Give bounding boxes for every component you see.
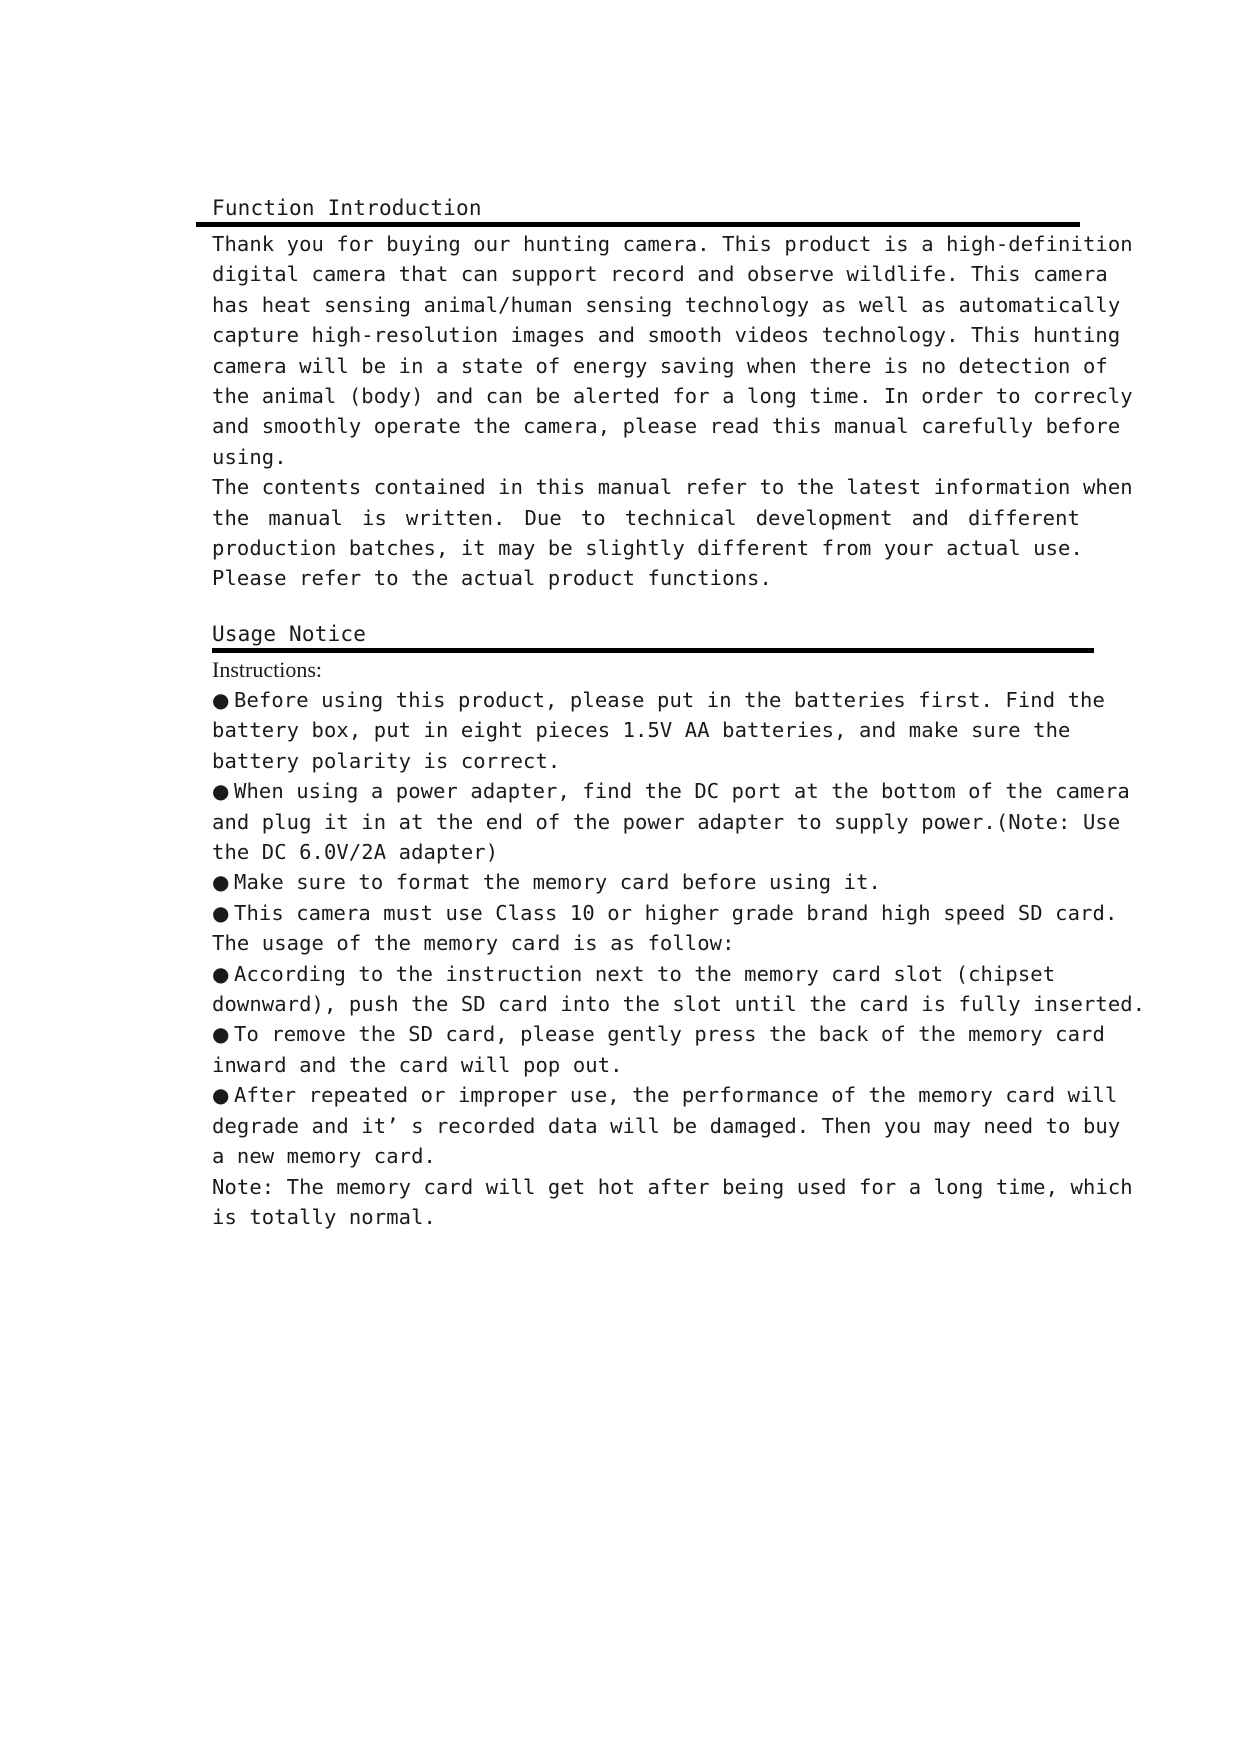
bullet-icon: ● xyxy=(212,961,230,986)
text-line xyxy=(212,807,1121,837)
text-line xyxy=(212,1050,1094,1080)
text-line xyxy=(212,1172,1133,1202)
function-introduction-body xyxy=(212,229,1133,594)
line-text: degrade and it’ s recorded data will be damaged. Then you may need to buy xyxy=(212,1113,1121,1138)
line-text: After repeated or improper use, the performance of the memory card will xyxy=(234,1083,1118,1108)
line-text: downward), push the SD card into the slot until the card is fully inserted. xyxy=(212,992,1146,1017)
word: the xyxy=(212,505,250,530)
text-line xyxy=(212,1111,1121,1141)
word: development xyxy=(755,505,893,530)
line-text: and plug it in at the end of the power adapter to supply power.(Note: Use xyxy=(212,809,1121,834)
text-line xyxy=(212,746,1094,776)
text-line: Please refer to the actual product functions. xyxy=(212,566,772,591)
line-text: battery polarity is correct. xyxy=(212,748,561,773)
bullet-icon: ● xyxy=(212,688,230,712)
function-introduction-section xyxy=(212,194,1133,594)
text-line xyxy=(212,1202,1094,1232)
line-text: According to the instruction next to the memory card slot (chipset xyxy=(234,961,1056,986)
line-text: When using a power adapter, find the DC port at the bottom of the camera xyxy=(234,779,1130,804)
text-line: camera will be in a state of energy saving when there is no detection of xyxy=(212,353,1108,378)
function-introduction-heading: Function Introduction xyxy=(212,196,482,220)
text-line xyxy=(212,715,1094,745)
line-text: a new memory card. xyxy=(212,1144,436,1169)
bullet-item xyxy=(212,685,1105,715)
line-text: Note: The memory card will get hot after being used for a long time, which xyxy=(212,1174,1133,1199)
word: manual xyxy=(268,505,343,530)
text-line: Thank you for buying our hunting camera. This product is a high-definition xyxy=(212,232,1133,256)
line-text: The usage of the memory card is as follow: xyxy=(212,931,735,956)
bullet-item xyxy=(212,776,1130,806)
bullet-item xyxy=(212,867,1094,897)
text-line xyxy=(212,989,1146,1019)
text-line xyxy=(212,837,1094,867)
usage-notice-section xyxy=(212,620,1146,1232)
bullet-item xyxy=(212,1080,1118,1110)
text-line xyxy=(212,1141,1094,1171)
line-text: battery box, put in eight pieces 1.5V AA batteries, and make sure the xyxy=(212,718,1071,743)
word: is xyxy=(362,505,387,530)
heading-underline xyxy=(212,648,1094,653)
line-text: To remove the SD card, please gently press the back of the memory card xyxy=(234,1022,1105,1047)
text-line: The contents contained in this manual refer to the latest information when xyxy=(212,475,1133,500)
instructions-title: Instructions: xyxy=(212,657,322,682)
text-line: capture high-resolution images and smooth videos technology. This hunting xyxy=(212,323,1121,348)
line-text: inward and the card will pop out. xyxy=(212,1052,623,1077)
bullet-icon: ● xyxy=(212,870,230,895)
bullet-icon: ● xyxy=(212,1083,230,1108)
bullet-icon: ● xyxy=(212,900,230,925)
text-line: has heat sensing animal/human sensing technology as well as automatically xyxy=(212,292,1121,317)
word: technical xyxy=(624,505,737,530)
bullet-item xyxy=(212,898,1118,928)
bullet-item xyxy=(212,959,1094,989)
text-line: and smoothly operate the camera, please read this manual carefully before xyxy=(212,414,1121,439)
heading-underline xyxy=(196,222,1080,227)
word: written. xyxy=(405,505,506,530)
text-line: the animal (body) and can be alerted for a long time. In order to correcly xyxy=(212,384,1133,409)
bullet-icon: ● xyxy=(212,779,230,804)
word: to xyxy=(580,505,606,530)
word: different xyxy=(967,505,1080,530)
line-text: Before using this product, please put in the batteries first. Find the xyxy=(234,688,1105,712)
justified-text-line xyxy=(212,503,1080,533)
text-line: digital camera that can support record and observe wildlife. This camera xyxy=(212,262,1108,287)
bullet-item xyxy=(212,1019,1105,1049)
usage-notice-body xyxy=(212,685,1146,1232)
line-text: Make sure to format the memory card before using it. xyxy=(234,870,881,895)
word: and xyxy=(911,505,949,530)
line-text: is totally normal. xyxy=(212,1204,436,1229)
line-text: the DC 6.0V/2A adapter) xyxy=(212,840,499,865)
text-line: production batches, it may be slightly different from your actual use. xyxy=(212,536,1083,561)
text-line: using. xyxy=(212,444,287,469)
word: Due xyxy=(524,505,562,530)
bullet-icon: ● xyxy=(212,1022,230,1047)
text-line xyxy=(212,928,1094,958)
usage-notice-heading: Usage Notice xyxy=(212,622,367,646)
line-text: This camera must use Class 10 or higher grade brand high speed SD card. xyxy=(234,900,1118,925)
